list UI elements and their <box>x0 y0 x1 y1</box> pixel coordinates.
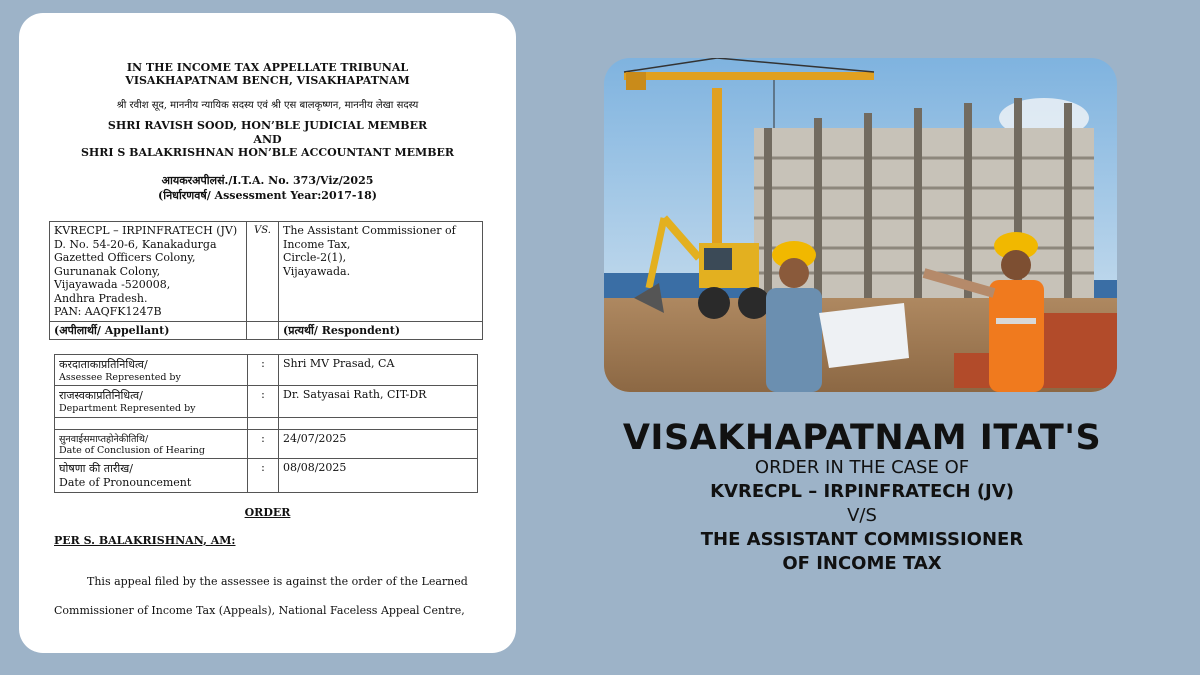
appellant-line: Gazetted Officers Colony, <box>54 251 196 264</box>
para-line2: Commissioner of Income Tax (Appeals), National Faceless Appeal Centre, <box>54 604 465 617</box>
appeal-number <box>19 173 516 203</box>
rep-value: Shri MV Prasad, CA <box>279 355 478 386</box>
headline-vs: V/S <box>847 505 877 526</box>
assessment-year: (निर्धारणवर्ष/ Assessment Year:2017-18) <box>158 189 377 202</box>
rep-colon: : <box>248 355 279 386</box>
rep-label-hi: घोषणा की तारीख/ <box>59 462 133 475</box>
construction-site-photo <box>604 58 1117 392</box>
appellant-label: (अपीलार्थी/ Appellant) <box>50 321 247 340</box>
rep-label <box>55 459 248 493</box>
headline-subtitle: ORDER IN THE CASE OF <box>754 457 970 478</box>
appellant-cell <box>50 222 247 322</box>
representation-table <box>54 354 478 493</box>
parties-table <box>49 221 483 340</box>
empty-cell <box>247 321 279 340</box>
rep-label <box>55 386 248 418</box>
headline-respondent-line1: THE ASSISTANT COMMISSIONER <box>700 529 1024 550</box>
rep-label <box>55 355 248 386</box>
respondent-label: (प्रत्यर्थी/ Respondent) <box>279 321 483 340</box>
headline-respondent-line2: OF INCOME TAX <box>782 553 942 574</box>
rep-label-hi: करदाताकाप्रतिनिधित्व/ <box>59 358 148 371</box>
rep-colon: : <box>248 459 279 493</box>
appellant-line: Andhra Pradesh. <box>54 291 148 305</box>
respondent-line: The Assistant Commissioner of <box>283 224 456 237</box>
ita-number: आयकरअपीलसं./I.T.A. No. 373/Viz/2025 <box>161 174 374 187</box>
rep-label-en: Department Represented by <box>59 403 196 414</box>
rep-spacer <box>279 418 478 430</box>
rep-colon: : <box>248 430 279 459</box>
rep-value: 08/08/2025 <box>279 459 478 493</box>
construction-illustration <box>604 58 1117 392</box>
para-line1: This appeal filed by the assessee is against the order of the Learned <box>87 575 468 588</box>
rep-label-hi: राजस्वकाप्रतिनिधित्व/ <box>59 389 143 402</box>
per-line: PER S. BALAKRISHNAN, AM: <box>54 534 236 547</box>
respondent-line: Circle-2(1), <box>283 251 347 264</box>
order-document-card <box>19 13 516 653</box>
appellant-line: Vijayawada -520008, <box>54 278 171 291</box>
rep-label-hi: सुनवाईसमाप्तहोनेकीतिथि/ <box>59 434 149 445</box>
appellant-line: KVRECPL – IRPINFRATECH (JV) <box>54 224 238 237</box>
vs-cell: VS. <box>247 222 279 322</box>
respondent-cell <box>279 222 483 322</box>
headline-appellant: KVRECPL – IRPINFRATECH (JV) <box>710 481 1014 502</box>
tribunal-line1: IN THE INCOME TAX APPELLATE TRIBUNAL <box>126 61 409 74</box>
and-text: AND <box>253 132 282 146</box>
member2: SHRI S BALAKRISHNAN HON’BLE ACCOUNTANT MEMBER <box>80 146 455 159</box>
bench-members <box>19 119 516 160</box>
order-heading: ORDER <box>244 506 291 519</box>
rep-spacer <box>248 418 279 430</box>
member1: SHRI RAVISH SOOD, HON’BLE JUDICIAL MEMBER <box>107 119 428 132</box>
respondent-line: Vijayawada. <box>283 264 351 278</box>
appellant-line: D. No. 54-20-6, Kanakadurga <box>54 237 217 251</box>
rep-label-en: Date of Conclusion of Hearing <box>59 445 205 456</box>
rep-value: 24/07/2025 <box>279 430 478 459</box>
tribunal-line2: VISAKHAPATNAM BENCH, VISAKHAPATNAM <box>125 74 410 87</box>
tribunal-title <box>19 61 516 87</box>
appellant-line: PAN: AAQFK1247B <box>54 305 162 318</box>
rep-spacer <box>55 418 248 430</box>
hindi-members-line: श्री रवीश सूद, माननीय न्यायिक सदस्य एवं श्री एस बालकृष्णन, माननीय लेखा सदस्य <box>116 100 419 111</box>
rep-label-en: Date of Pronouncement <box>59 476 192 489</box>
rep-label <box>55 430 248 459</box>
headline-title: VISAKHAPATNAM ITAT'S <box>622 418 1102 458</box>
appellant-line: Gurunanak Colony, <box>54 264 161 278</box>
rep-value: Dr. Satyasai Rath, CIT-DR <box>279 386 478 418</box>
rep-label-en: Assessee Represented by <box>59 372 181 383</box>
respondent-line: Income Tax, <box>283 237 351 251</box>
rep-colon: : <box>248 386 279 418</box>
